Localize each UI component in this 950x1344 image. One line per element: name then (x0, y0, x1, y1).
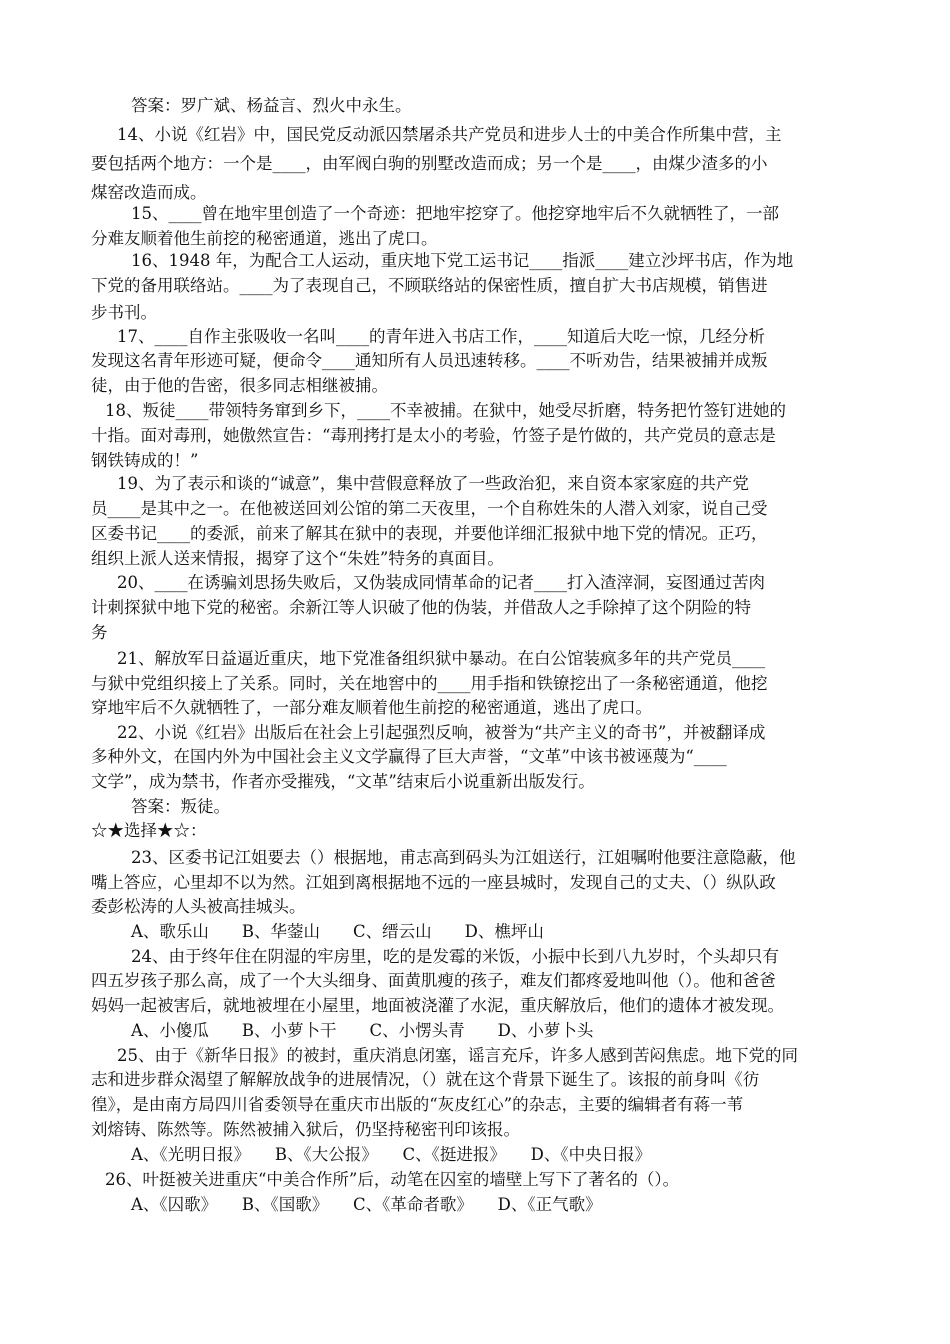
question-16-line: 步书刊。 (91, 303, 157, 322)
question-25-options: A、《光明日报》 B、《大公报》 C、《挺进报》 D、《中央日报》 (131, 1145, 652, 1164)
section-heading: ☆★选择★☆： (91, 821, 207, 840)
question-24-line: 四五岁孩子那么高，成了一个大头细身、面黄肌瘦的孩子，难友们都疼爱地叫他（）。他和爸爸 (91, 971, 776, 990)
question-20-line: 务 (91, 623, 108, 642)
question-15-line: 分难友顺着他生前挖的秘密通道，逃出了虎口。 (91, 229, 438, 248)
answer-line: 答案：叛徒。 (131, 797, 230, 816)
question-18-line: 钢铁铸成的！” (91, 451, 199, 470)
question-23-line: 嘴上答应，心里却不以为然。江姐到离根据地不远的一座县城时，发现自己的丈夫、（）纵队政 (91, 873, 776, 892)
question-21-line: 21、解放军日益逼近重庆，地下党准备组织狱中暴动。在白公馆装疯多年的共产党员____ (117, 649, 765, 668)
question-14-line: 14、小说《红岩》中，国民党反动派囚禁屠杀共产党员和进步人士的中美合作所集中营，主 (117, 125, 782, 144)
question-15-line: 15、____曾在地牢里创造了一个奇迹：把地牢挖穿了。他挖穿地牢后不久就牺牲了，一部 (131, 204, 779, 223)
question-17-line: 发现这名青年形迹可疑，便命令____通知所有人员迅速转移。____不听劝告，结果被捕并成叛 (91, 351, 768, 370)
question-22-line: 多种外文，在国内外为中国社会主义文学赢得了巨大声誉，“文革”中该书被诬蔑为“____ (91, 747, 727, 766)
question-23-line: 委彭松涛的人头被高挂城头。 (91, 897, 306, 916)
question-26-line: 26、叶挺被关进重庆“中美合作所”后，动笔在囚室的墙壁上写下了著名的（）。 (105, 1170, 680, 1189)
question-25-line: 刘熔铸、陈然等。陈然被捕入狱后，仍坚持秘密刊印该报。 (91, 1120, 520, 1139)
question-18-line: 十指。面对毒刑，她傲然宣告：“毒刑拷打是太小的考验，竹签子是竹做的，共产党员的意志是 (91, 426, 776, 445)
question-24-line: 妈妈一起被害后，就地被埋在小屋里，地面被浇灌了水泥，重庆解放后，他们的遗体才被发现。 (91, 996, 784, 1015)
answer-line: 答案：罗广斌、杨益言、烈火中永生。 (131, 96, 412, 115)
question-25-line: 25、由于《新华日报》的被封，重庆消息闭塞，谣言充斥，许多人感到苦闷焦虑。地下党的同 (117, 1046, 798, 1065)
question-20-line: 20、____在诱骗刘思扬失败后，又伪装成同情革命的记者____打入渣滓洞，妄图通过苦肉 (117, 573, 765, 592)
question-16-line: 16、1948 年，为配合工人运动，重庆地下党工运书记____指派____建立沙坪书店，作为地 (131, 251, 794, 270)
question-20-line: 计刺探狱中地下党的秘密。余新江等人识破了他的伪装，并借敌人之手除掉了这个阴险的特 (91, 598, 751, 617)
question-24-options: A、小傻瓜 B、小萝卜干 C、小愣头青 D、小萝卜头 (131, 1021, 594, 1040)
question-23-options: A、歌乐山 B、华蓥山 C、缙云山 D、樵坪山 (131, 922, 544, 941)
question-21-line: 穿地牢后不久就牺牲了，一部分难友顺着他生前挖的秘密通道，逃出了虎口。 (91, 698, 652, 717)
question-17-line: 徒，由于他的告密，很多同志相继被捕。 (91, 376, 388, 395)
question-21-line: 与狱中党组织接上了关系。同时，关在地窖中的____用手指和铁镣挖出了一条秘密通道，他挖 (91, 674, 768, 693)
question-19-line: 组织上派人送来情报，揭穿了这个“朱姓”特务的真面目。 (91, 549, 504, 568)
question-22-line: 文学”，成为禁书，作者亦受摧残，“文革”结束后小说重新出版发行。 (91, 772, 595, 791)
question-18-line: 18、叛徒____带领特务窜到乡下，____不幸被捕。在狱中，她受尽折磨，特务把竹签钉进她的 (105, 401, 786, 420)
question-19-line: 区委书记____的委派，前来了解其在狱中的表现，并要他详细汇报狱中地下党的情况。正巧， (91, 524, 768, 543)
question-19-line: 员____是其中之一。在他被送回刘公馆的第二天夜里，一个自称姓朱的人潜入刘家，说自己受 (91, 499, 768, 518)
question-14-line: 要包括两个地方：一个是____，由军阀白驹的别墅改造而成；另一个是____，由煤少渣多的小 (91, 154, 768, 173)
question-22-line: 22、小说《红岩》出版后在社会上引起强烈反响，被誉为“共产主义的奇书”，并被翻译成 (117, 723, 766, 742)
question-23-line: 23、区委书记江姐要去（）根据地，甫志高到码头为江姐送行，江姐嘱咐他要注意隐蔽，他 (131, 848, 796, 867)
question-26-options: A、《囚歌》 B、《国歌》 C、《革命者歌》 D、《正气歌》 (131, 1195, 602, 1214)
question-19-line: 19、为了表示和谈的“诚意”，集中营假意释放了一些政治犯，来自资本家家庭的共产党 (117, 474, 749, 493)
question-24-line: 24、由于终年住在阴湿的牢房里，吃的是发霉的米饭，小振中长到八九岁时，个头却只有 (131, 947, 779, 966)
question-25-line: 志和进步群众渴望了解解放战争的进展情况，（）就在这个背景下诞生了。该报的前身叫《彷 (91, 1070, 760, 1089)
question-16-line: 下党的备用联络站。____为了表现自己，不顾联络站的保密性质，擅自扩大书店规模，销售进 (91, 276, 768, 295)
question-25-line: 徨》，是由南方局四川省委领导在重庆市出版的“灰皮红心”的杂志，主要的编辑者有蒋一苇 (91, 1095, 744, 1114)
question-17-line: 17、____自作主张吸收一名叫____的青年进入书店工作，____知道后大吃一惊，几经分析 (117, 327, 765, 346)
question-14-line: 煤窑改造而成。 (91, 183, 207, 202)
